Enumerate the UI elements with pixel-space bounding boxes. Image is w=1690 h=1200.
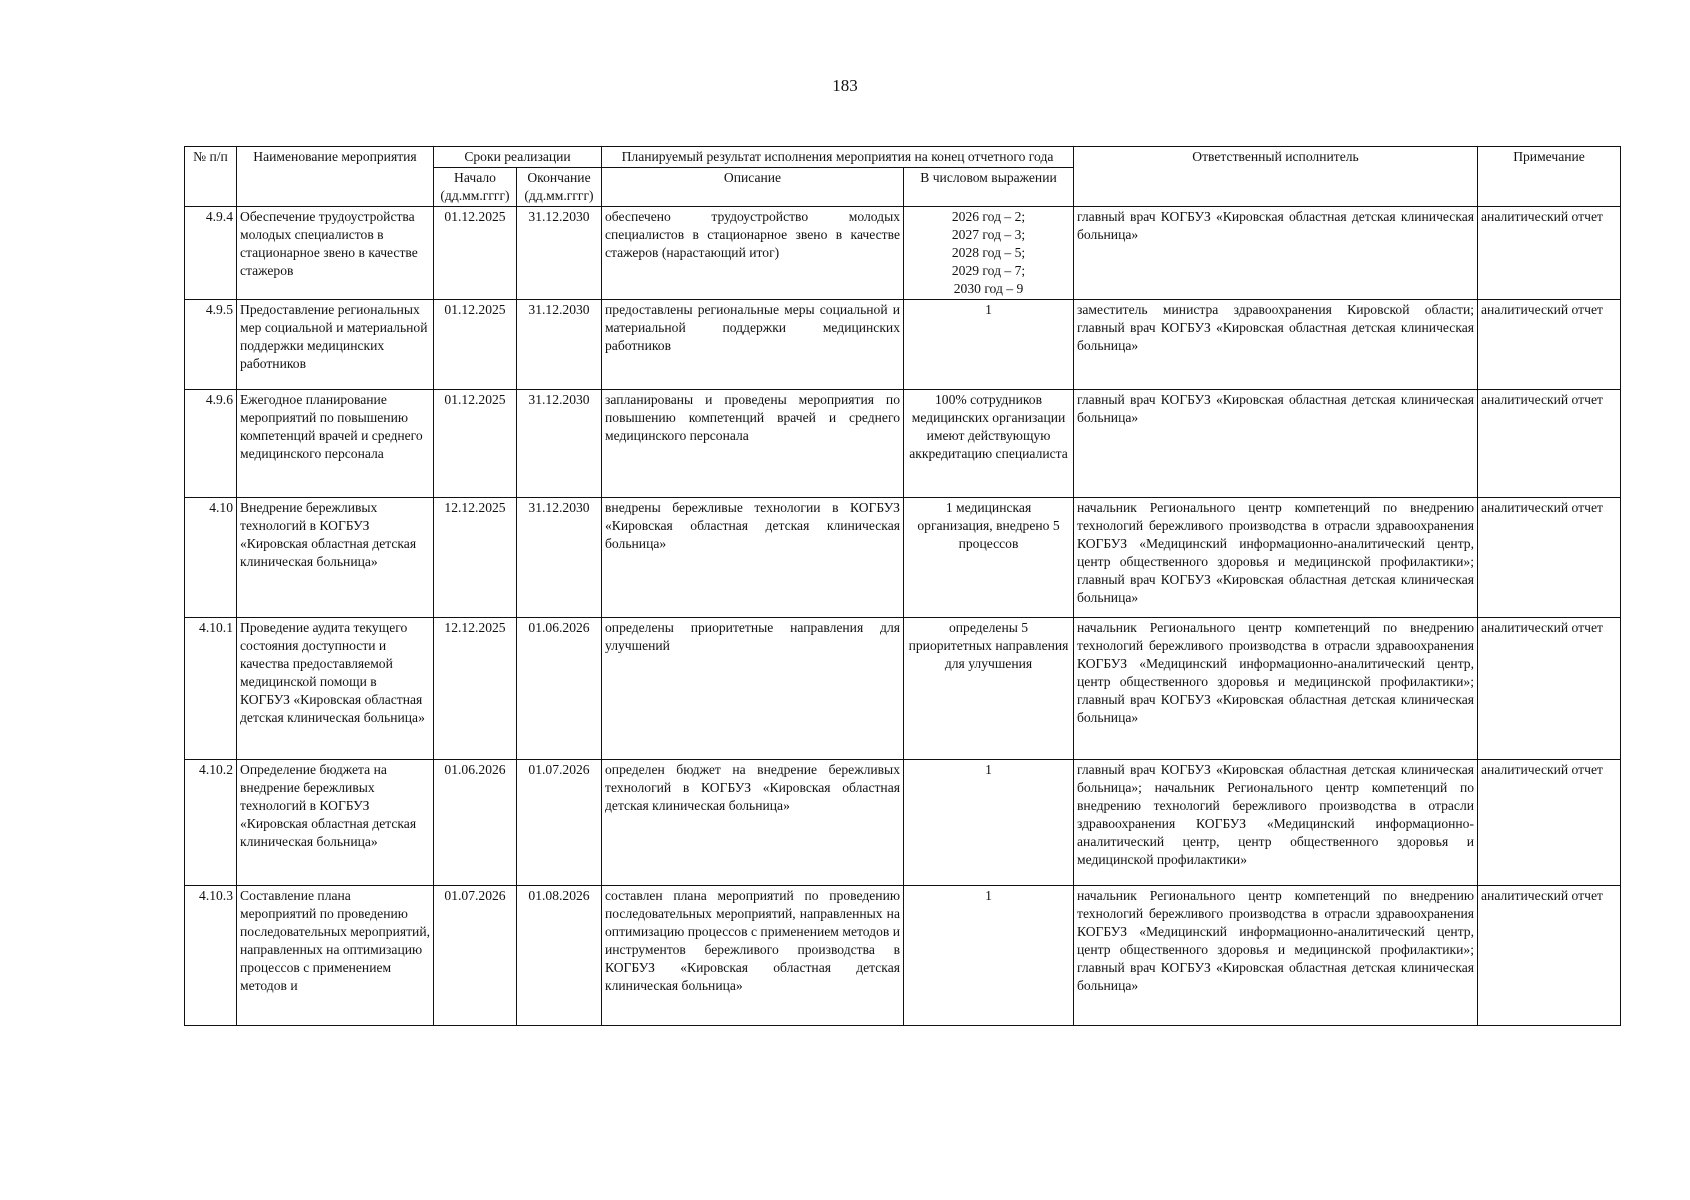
- row-quantity: [904, 886, 1074, 1026]
- row-end-date: 01.07.2026: [517, 760, 602, 886]
- table-row: [185, 886, 1621, 1026]
- row-name: Внедрение бережливых технологий в КОГБУЗ «Кировская областная детская клиническая больница»: [237, 498, 434, 618]
- row-number: 4.10.1: [185, 618, 237, 760]
- table-row: [185, 207, 1621, 300]
- plan-table: [184, 146, 1621, 1026]
- row-start-date: 01.12.2025: [434, 300, 517, 390]
- header-name: Наименование мероприятия: [237, 147, 434, 207]
- header-description: Описание: [602, 168, 904, 207]
- header-end: Окончание (дд.мм.гггг): [517, 168, 602, 207]
- row-end-date: 31.12.2030: [517, 300, 602, 390]
- header-responsible: Ответственный исполнитель: [1074, 147, 1478, 207]
- row-end-date: 31.12.2030: [517, 498, 602, 618]
- row-note: аналитический отчет: [1478, 207, 1621, 300]
- table-row: [185, 300, 1621, 390]
- row-number: 4.10.2: [185, 760, 237, 886]
- quantity-line: определены 5 приоритетных направления для улучшения: [908, 620, 1069, 671]
- row-responsible: начальник Регионального центр компетенций по внедрению технологий бережливого производства в отрасли здравоохранения КОГБУЗ «Медицинский информационно-аналитический центр, центр общественного здоровья и медицинской профилактики»; главный врач КОГБУЗ «Кировская областная детская клиническая больница»: [1074, 886, 1478, 1026]
- row-description: обеспечено трудоустройство молодых специалистов в стационарное звено в качестве стажеров (нарастающий итог): [602, 207, 904, 300]
- row-responsible: заместитель министра здравоохранения Кировской области; главный врач КОГБУЗ «Кировская областная детская клиническая больница»: [1074, 300, 1478, 390]
- row-start-date: 01.07.2026: [434, 886, 517, 1026]
- row-name: Предоставление региональных мер социальной и материальной поддержки медицинских работников: [237, 300, 434, 390]
- row-quantity: [904, 207, 1074, 300]
- row-description: составлен плана мероприятий по проведению последовательных мероприятий, направленных на оптимизацию процессов с применением методов и инструментов бережливого производства в КОГБУЗ «Кировская областная детская клиническая больница»: [602, 886, 904, 1026]
- row-start-date: 12.12.2025: [434, 618, 517, 760]
- row-start-date: 12.12.2025: [434, 498, 517, 618]
- row-number: 4.9.4: [185, 207, 237, 300]
- header-result: Планируемый результат исполнения мероприятия на конец отчетного года: [602, 147, 1074, 168]
- quantity-line: 1: [985, 762, 992, 777]
- header-note: Примечание: [1478, 147, 1621, 207]
- row-note: аналитический отчет: [1478, 498, 1621, 618]
- row-note: аналитический отчет: [1478, 886, 1621, 1026]
- row-start-date: 01.06.2026: [434, 760, 517, 886]
- row-responsible: главный врач КОГБУЗ «Кировская областная детская клиническая больница»: [1074, 390, 1478, 498]
- row-responsible: главный врач КОГБУЗ «Кировская областная детская клиническая больница»: [1074, 207, 1478, 300]
- row-quantity: [904, 300, 1074, 390]
- header-quantity: В числовом выражении: [904, 168, 1074, 207]
- row-name: Проведение аудита текущего состояния доступности и качества предоставляемой медицинской помощи в КОГБУЗ «Кировская областная детская клиническая больница»: [237, 618, 434, 760]
- row-name: Ежегодное планирование мероприятий по повышению компетенций врачей и среднего медицинского персонала: [237, 390, 434, 498]
- row-description: предоставлены региональные меры социальной и материальной поддержки медицинских работников: [602, 300, 904, 390]
- row-responsible: главный врач КОГБУЗ «Кировская областная детская клиническая больница»; начальник Регионального центр компетенций по внедрению технологий бережливого производства в отрасли здравоохранения КОГБУЗ «Медицинский информационно-аналитический центр, центр общественного здоровья и медицинской профилактики»: [1074, 760, 1478, 886]
- table-body: [185, 207, 1621, 1026]
- quantity-line: 2030 год – 9: [953, 281, 1024, 296]
- quantity-line: 2026 год – 2;: [951, 209, 1026, 224]
- row-quantity: [904, 618, 1074, 760]
- row-responsible: начальник Регионального центр компетенций по внедрению технологий бережливого производства в отрасли здравоохранения КОГБУЗ «Медицинский информационно-аналитический центр, центр общественного здоровья и медицинской профилактики»; главный врач КОГБУЗ «Кировская областная детская клиническая больница»: [1074, 498, 1478, 618]
- row-number: 4.10.3: [185, 886, 237, 1026]
- row-end-date: 31.12.2030: [517, 207, 602, 300]
- row-note: аналитический отчет: [1478, 300, 1621, 390]
- row-end-date: 01.06.2026: [517, 618, 602, 760]
- row-note: аналитический отчет: [1478, 618, 1621, 760]
- quantity-line: 1: [985, 888, 992, 903]
- row-quantity: [904, 760, 1074, 886]
- row-description: определены приоритетные направления для улучшений: [602, 618, 904, 760]
- row-note: аналитический отчет: [1478, 760, 1621, 886]
- table-row: [185, 498, 1621, 618]
- header-num: № п/п: [185, 147, 237, 207]
- row-end-date: 31.12.2030: [517, 390, 602, 498]
- quantity-line: 1 медицинская организация, внедрено 5 процессов: [917, 500, 1060, 551]
- row-name: Определение бюджета на внедрение бережливых технологий в КОГБУЗ «Кировская областная детская клиническая больница»: [237, 760, 434, 886]
- header-terms: Сроки реализации: [434, 147, 602, 168]
- page-number: 183: [832, 76, 858, 95]
- row-number: 4.10: [185, 498, 237, 618]
- row-description: запланированы и проведены мероприятия по повышению компетенций врачей и среднего медицинского персонала: [602, 390, 904, 498]
- row-number: 4.9.6: [185, 390, 237, 498]
- table-row: [185, 760, 1621, 886]
- quantity-line: 1: [985, 302, 992, 317]
- quantity-line: 100% сотрудников медицинских организации имеют действующую аккредитацию специалиста: [909, 392, 1068, 461]
- row-quantity: [904, 390, 1074, 498]
- row-start-date: 01.12.2025: [434, 207, 517, 300]
- row-name: Составление плана мероприятий по проведению последовательных мероприятий, направленных на оптимизацию процессов с применением методов и: [237, 886, 434, 1026]
- table-row: [185, 390, 1621, 498]
- row-note: аналитический отчет: [1478, 390, 1621, 498]
- table-row: [185, 618, 1621, 760]
- row-responsible: начальник Регионального центр компетенций по внедрению технологий бережливого производства в отрасли здравоохранения КОГБУЗ «Медицинский информационно-аналитический центр, центр общественного здоровья и медицинской профилактики»; главный врач КОГБУЗ «Кировская областная детская клиническая больница»: [1074, 618, 1478, 760]
- row-end-date: 01.08.2026: [517, 886, 602, 1026]
- row-start-date: 01.12.2025: [434, 390, 517, 498]
- row-description: определен бюджет на внедрение бережливых технологий в КОГБУЗ «Кировская областная детская клиническая больница»: [602, 760, 904, 886]
- row-number: 4.9.5: [185, 300, 237, 390]
- row-name: Обеспечение трудоустройства молодых специалистов в стационарное звено в качестве стажеров: [237, 207, 434, 300]
- row-description: внедрены бережливые технологии в КОГБУЗ «Кировская областная детская клиническая больница»: [602, 498, 904, 618]
- row-quantity: [904, 498, 1074, 618]
- quantity-line: 2028 год – 5;: [951, 245, 1026, 260]
- quantity-line: 2027 год – 3;: [951, 227, 1026, 242]
- header-start: Начало (дд.мм.гггг): [434, 168, 517, 207]
- quantity-line: 2029 год – 7;: [951, 263, 1026, 278]
